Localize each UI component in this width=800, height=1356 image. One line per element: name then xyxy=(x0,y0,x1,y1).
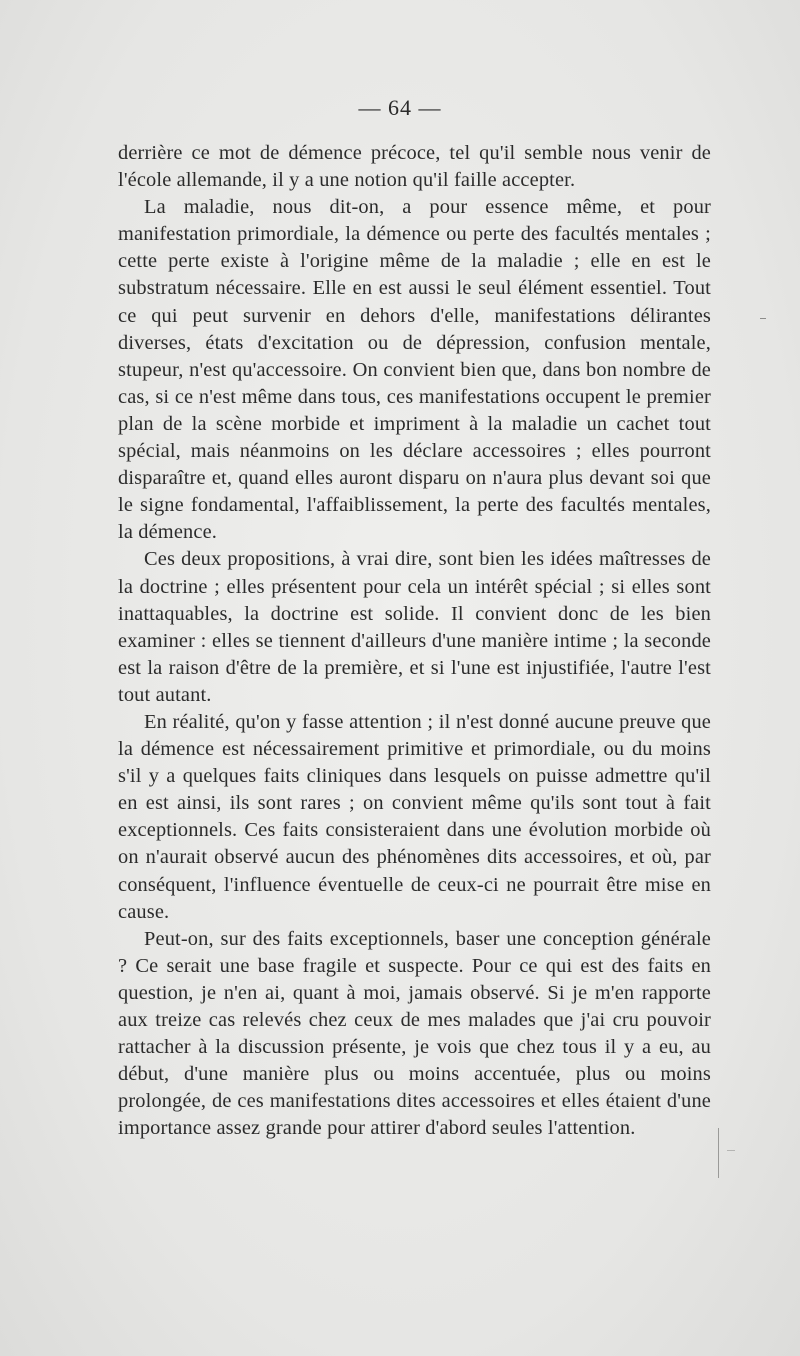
margin-mark xyxy=(727,1150,735,1151)
paragraph: En réalité, qu'on y fasse attention ; il n'est donné aucune preuve que la démence est nécessairement primitive et primordiale, ou du moins s'il y a quelques faits cliniques dans lesquels on puisse admettre qu'il en est ainsi, ils sont rares ; on convient même qu'ils sont tout à fait exceptionnels. Ces faits consisteraient dans une évolution morbide où on n'aurait observé aucun des phénomènes dits accessoires, et où, par conséquent, l'influence éventuelle de ceux-ci ne pourrait être mise en cause. xyxy=(118,710,711,923)
margin-mark xyxy=(718,1128,719,1178)
edge-mark xyxy=(760,318,766,319)
paragraph-continuation: derrière ce mot de démence précoce, tel qu'il semble nous venir de l'école allemande, il y a une notion qu'il faille accepter. xyxy=(118,142,711,192)
page-number: — 64 — xyxy=(358,95,442,120)
paragraph: Ces deux propositions, à vrai dire, sont bien les idées maîtresses de la doctrine ; elles présentent pour cela un intérêt spécial ; si elles sont inattaquables, la doctrine est solide. Il convient donc de les bien examiner : elles se tiennent d'ailleurs d'une manière intime ; la seconde est la raison d'être de la première, et si l'une est injustifiée, l'autre l'est tout autant. xyxy=(118,548,711,706)
body-text xyxy=(118,140,711,1142)
paragraph: La maladie, nous dit-on, a pour essence même, et pour manifestation primordiale, la démence ou perte des facultés mentales ; cette perte existe à l'origine même de la maladie ; elle en est le substratum nécessaire. Elle en est aussi le seul élément essentiel. Tout ce qui peut survenir en dehors d'elle, manifestations délirantes diverses, états d'excitation ou de dépression, confusion mentale, stupeur, n'est qu'accessoire. On convient bien que, dans bon nombre de cas, si ce n'est même dans tous, ces manifestations occupent le premier plan de la scène morbide et impriment à la maladie un cachet tout spécial, mais néanmoins on les déclare accessoires ; elles pourront disparaître et, quand elles auront disparu on n'aura plus devant soi que le signe fondamental, l'affaiblissement, la perte des facultés mentales, la démence. xyxy=(118,196,711,544)
paragraph: Peut-on, sur des faits exceptionnels, baser une conception générale ? Ce serait une base fragile et suspecte. Pour ce qui est des faits en question, je n'en ai, quant à moi, jamais observé. Si je m'en rapporte aux treize cas relevés chez ceux de mes malades que j'ai cru pouvoir rattacher à la discussion présente, je vois que chez tous il y a eu, au début, d'une manière plus ou moins accentuée, plus ou moins prolongée, de ces manifestations dites accessoires et elles étaient d'une importance assez grande pour attirer d'abord seules l'attention. xyxy=(118,927,711,1140)
